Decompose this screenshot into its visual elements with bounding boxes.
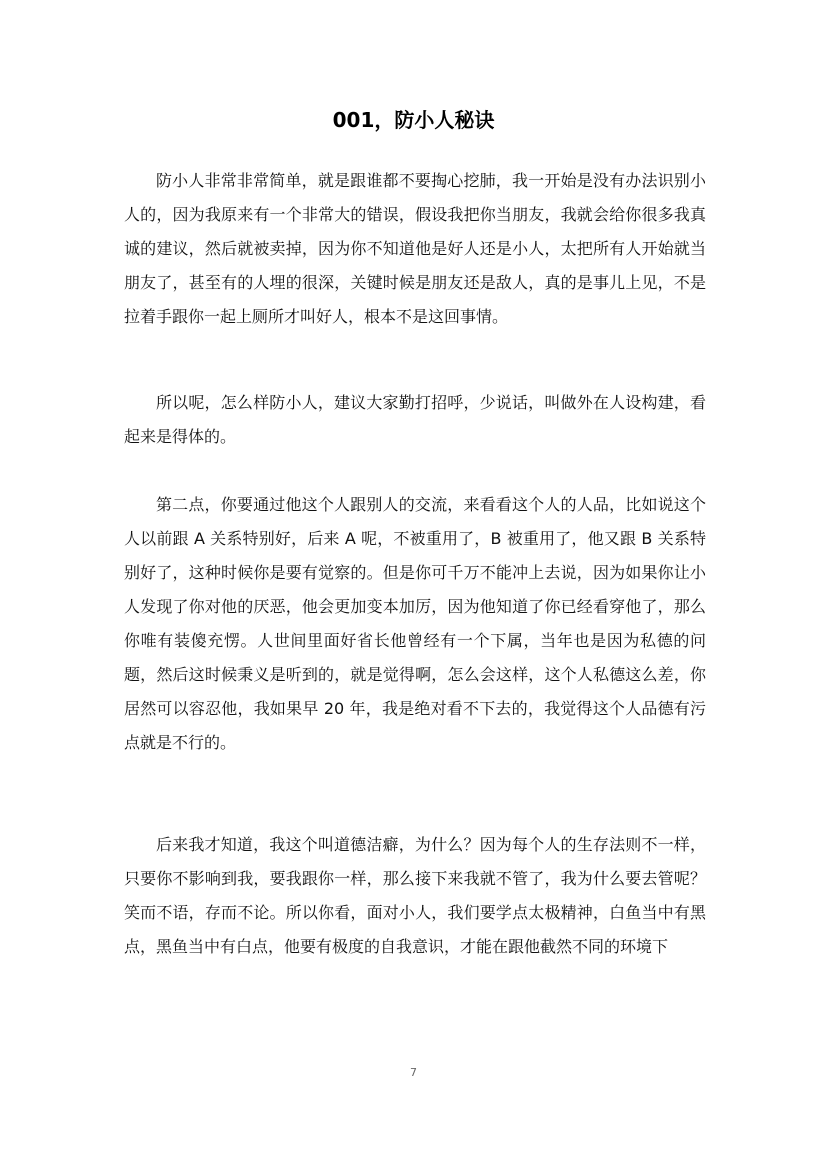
paragraph-3: 第二点，你要通过他这个人跟别人的交流，来看看这个人的人品，比如说这个人以前跟 A 关系特别好，后来 A 呢，不被重用了，B 被重用了，他又跟 B 关系特别好了，这种时候你是要有觉察的。但是你可千万不能冲上去说，因为如果你让小人发现了你对他的厌恶，他会更加变本加厉，因为他知道了你已经看穿他了，那么你唯有装傻充愣。人世间里面好省长他曾经有一个下属，当年也是因为私德的问题，然后这时候秉义是听到的，就是觉得啊，怎么会这样，这个人私德这么差，你居然可以容忍他，我如果早 20 年，我是绝对看不下去的，我觉得这个人品德有污点就是不行的。 bbox=[124, 495, 706, 752]
paragraph-4: 后来我才知道，我这个叫道德洁癖，为什么？因为每个人的生存法则不一样，只要你不影响到我，要我跟你一样，那么接下来我就不管了，我为什么要去管呢？笑而不语，存而不论。所以你看，面对小人，我们要学点太极精神，白鱼当中有黑点，黑鱼当中有白点，他要有极度的自我意识，才能在跟他截然不同的环境下 bbox=[124, 835, 706, 956]
page-number: 7 bbox=[410, 1066, 417, 1079]
paragraph-2: 所以呢，怎么样防小人，建议大家勤打招呼，少说话，叫做外在人设构建，看起来是得体的。 bbox=[124, 393, 706, 446]
paragraph-1: 防小人非常非常简单，就是跟谁都不要掏心挖肺，我一开始是没有办法识别小人的，因为我原来有一个非常大的错误，假设我把你当朋友，我就会给你很多我真诚的建议，然后就被卖掉，因为你不知道他是好人还是小人，太把所有人开始就当朋友了，甚至有的人埋的很深，关键时候是朋友还是敌人，真的是事儿上见，不是拉着手跟你一起上厕所才叫好人，根本不是这回事情。 bbox=[124, 171, 706, 326]
page-title: 001，防小人秘诀 bbox=[332, 108, 495, 132]
